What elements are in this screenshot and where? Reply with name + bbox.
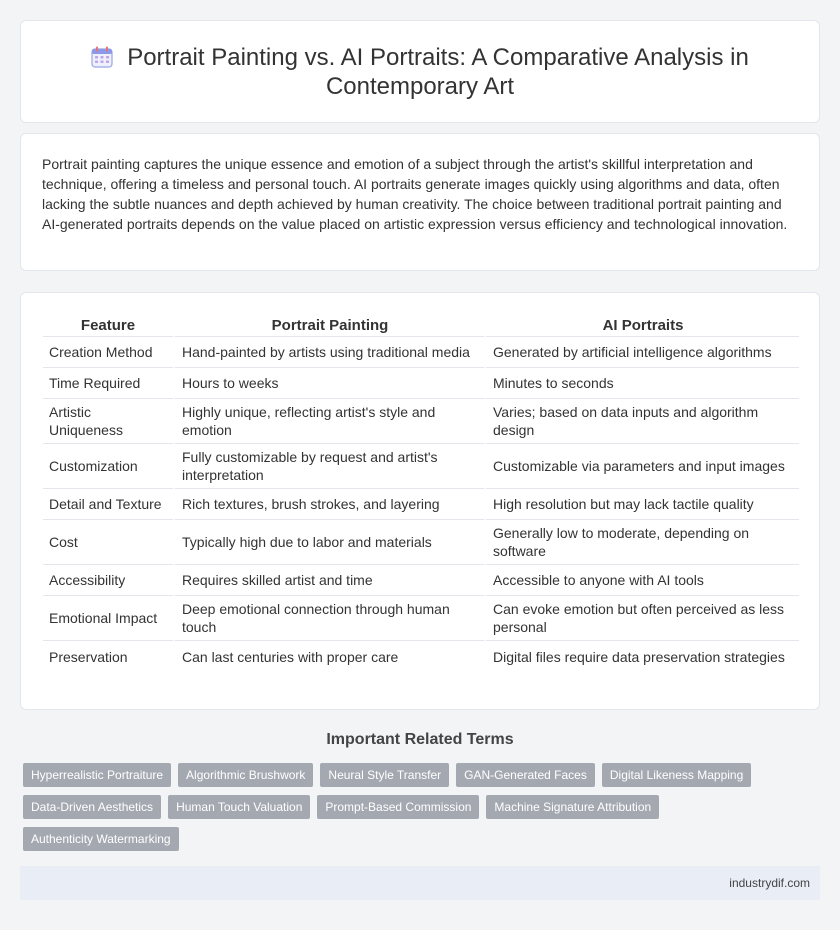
table-row: [43, 641, 799, 672]
table-row: [43, 337, 799, 368]
related-term-tag[interactable]: GAN-Generated Faces: [456, 763, 595, 787]
table-row: [43, 520, 799, 565]
header-portrait-painting: Portrait Painting: [173, 313, 484, 337]
ai-portraits-cell: High resolution but may lack tactile quality: [484, 489, 799, 520]
portrait-painting-cell: Hours to weeks: [173, 368, 484, 399]
comparison-table: [43, 313, 799, 672]
portrait-painting-cell: Deep emotional connection through human touch: [173, 596, 484, 641]
related-term-tag[interactable]: Human Touch Valuation: [168, 795, 310, 819]
portrait-painting-cell: Can last centuries with proper care: [173, 641, 484, 672]
ai-portraits-cell: Accessible to anyone with AI tools: [484, 565, 799, 596]
portrait-painting-cell: Highly unique, reflecting artist's style and emotion: [173, 399, 484, 444]
related-term-tag[interactable]: Hyperrealistic Portraiture: [23, 763, 171, 787]
portrait-painting-cell: Requires skilled artist and time: [173, 565, 484, 596]
feature-cell: Time Required: [43, 368, 173, 399]
comparison-table-card: [20, 292, 820, 710]
feature-cell: Artistic Uniqueness: [43, 399, 173, 444]
feature-cell: Creation Method: [43, 337, 173, 368]
portrait-painting-cell: Hand-painted by artists using traditional media: [173, 337, 484, 368]
related-term-tag[interactable]: Neural Style Transfer: [320, 763, 449, 787]
related-terms-heading: Important Related Terms: [326, 731, 514, 748]
related-terms-list: [23, 763, 803, 851]
table-row: [43, 489, 799, 520]
header-feature: Feature: [43, 313, 173, 337]
table-row: [43, 596, 799, 641]
related-term-tag[interactable]: Digital Likeness Mapping: [602, 763, 751, 787]
related-term-tag[interactable]: Data-Driven Aesthetics: [23, 795, 161, 819]
page-title: Portrait Painting vs. AI Portraits: A Comparative Analysis in Contemporary Art: [127, 44, 749, 100]
related-term-tag[interactable]: Machine Signature Attribution: [486, 795, 659, 819]
feature-cell: Accessibility: [43, 565, 173, 596]
ai-portraits-cell: Can evoke emotion but often perceived as less personal: [484, 596, 799, 641]
intro-card: [20, 133, 820, 271]
title-card: [20, 20, 820, 123]
feature-cell: Customization: [43, 444, 173, 489]
related-term-tag[interactable]: Prompt-Based Commission: [317, 795, 479, 819]
feature-cell: Cost: [43, 520, 173, 565]
feature-cell: Detail and Texture: [43, 489, 173, 520]
ai-portraits-cell: Generated by artificial intelligence algorithms: [484, 337, 799, 368]
intro-paragraph: Portrait painting captures the unique essence and emotion of a subject through the artist's skillful interpretation and technique, offering a timeless and personal touch. AI portraits generate images quickly using algorithms and data, often lacking the subtle nuances and depth achieved by human creativity. The choice between traditional portrait painting and AI-generated portraits depends on the value placed on artistic expression versus efficiency and technological innovation.: [42, 156, 788, 232]
table-row: [43, 368, 799, 399]
ai-portraits-cell: Digital files require data preservation strategies: [484, 641, 799, 672]
table-row: [43, 399, 799, 444]
feature-cell: Preservation: [49, 648, 128, 665]
ai-portraits-cell: Generally low to moderate, depending on software: [484, 520, 799, 565]
ai-portraits-cell: Varies; based on data inputs and algorithm design: [484, 399, 799, 444]
table-row: [43, 444, 799, 489]
footer-site-link[interactable]: industrydif.com: [729, 876, 810, 890]
table-header-row: [43, 313, 799, 337]
feature-cell: Emotional Impact: [43, 596, 173, 641]
calendar-icon: [91, 46, 113, 68]
related-term-tag[interactable]: Algorithmic Brushwork: [178, 763, 313, 787]
related-term-tag[interactable]: Authenticity Watermarking: [23, 827, 179, 851]
footer: [20, 866, 820, 900]
table-row: [43, 565, 799, 596]
header-ai-portraits: AI Portraits: [484, 313, 799, 337]
ai-portraits-cell: Customizable via parameters and input images: [484, 444, 799, 489]
page-title-wrap: [21, 43, 819, 101]
portrait-painting-cell: Typically high due to labor and materials: [173, 520, 484, 565]
portrait-painting-cell: Rich textures, brush strokes, and layering: [173, 489, 484, 520]
ai-portraits-cell: Minutes to seconds: [484, 368, 799, 399]
portrait-painting-cell: Fully customizable by request and artist's interpretation: [173, 444, 484, 489]
